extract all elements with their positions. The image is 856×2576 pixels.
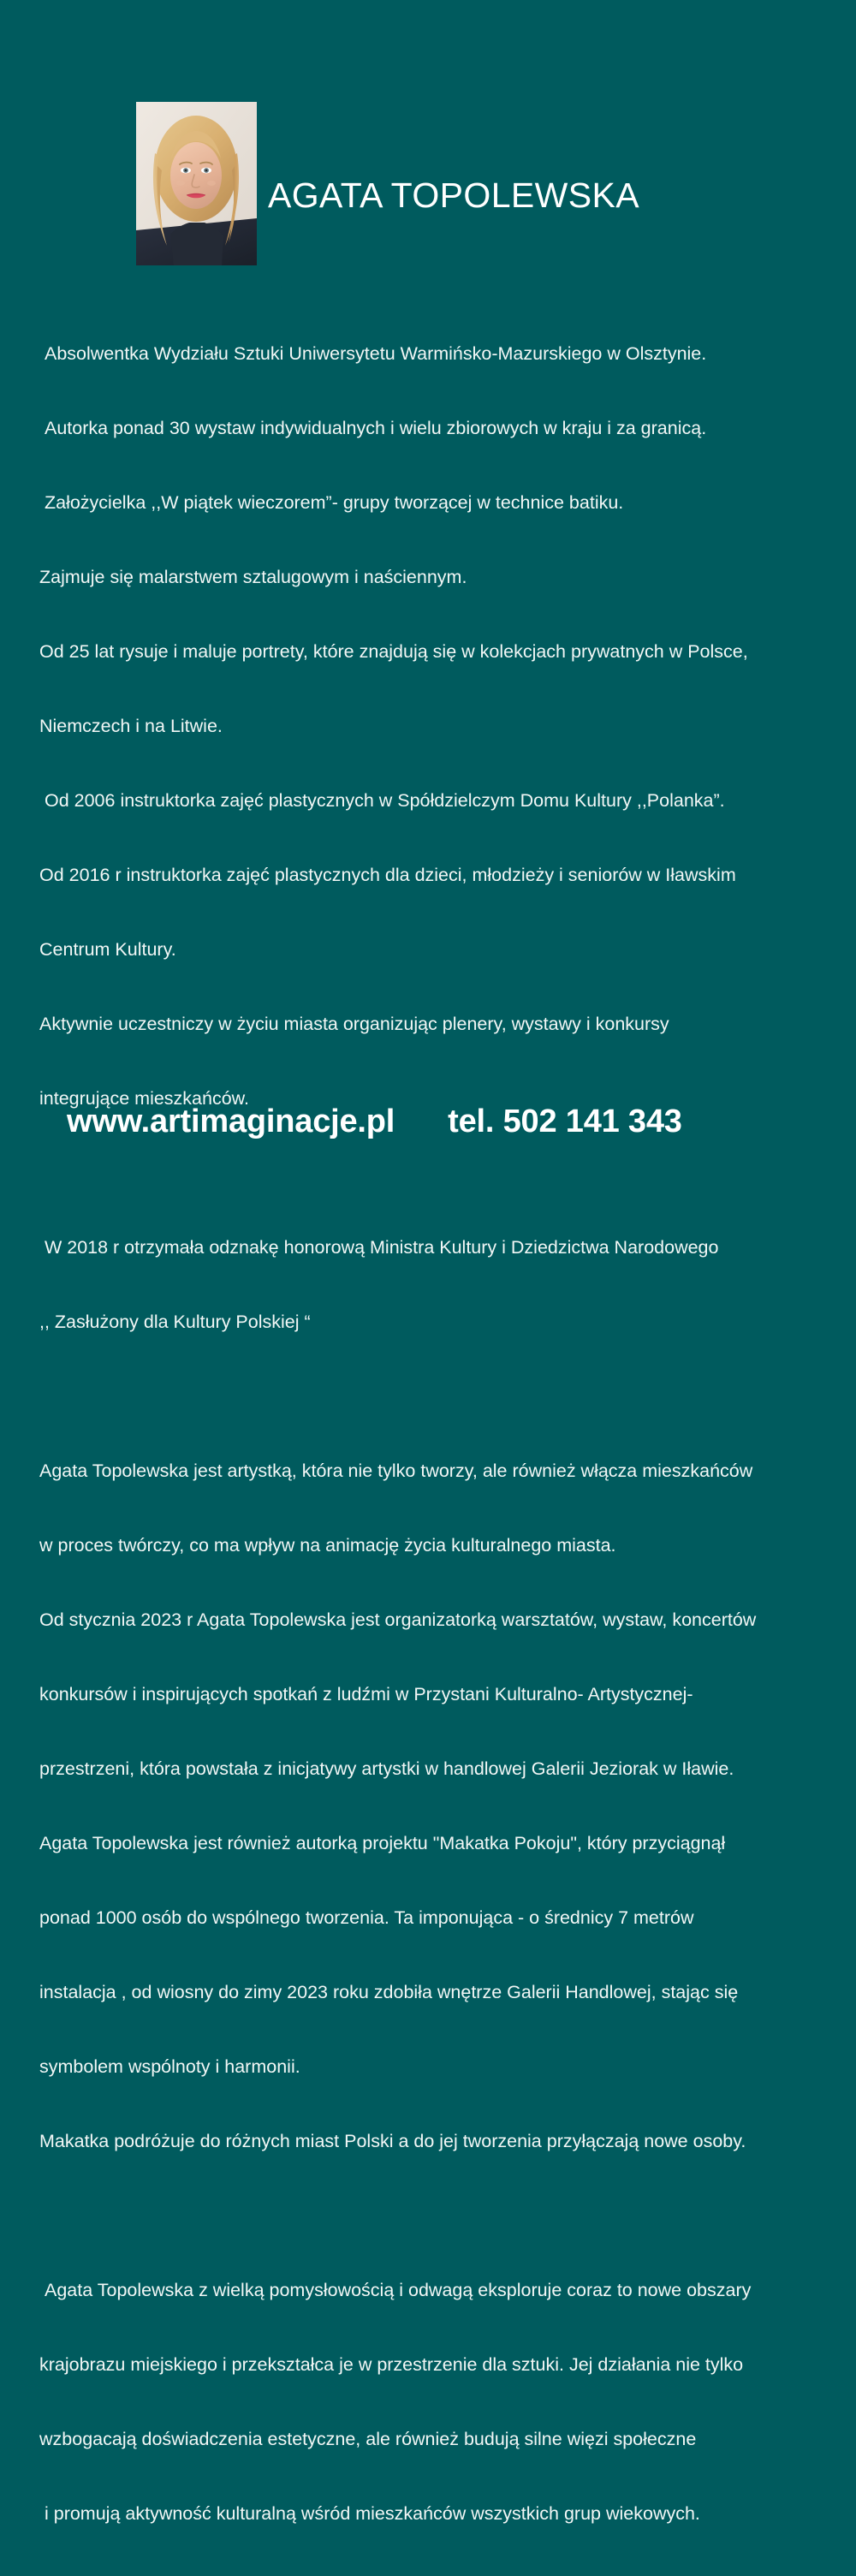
biography-body: [39, 292, 827, 2576]
text-line: Absolwentka Wydziału Sztuki Uniwersytetu Warmińsko-Mazurskiego w Olsztynie.: [39, 343, 707, 364]
page-title: AGATA TOPOLEWSKA: [268, 176, 639, 215]
text-line: ponad 1000 osób do wspólnego tworzenia. Ta imponująca - o średnicy 7 metrów: [39, 1907, 694, 1928]
text-line: Makatka podróżuje do różnych miast Polski a do jej tworzenia przyłączają nowe osoby.: [39, 2131, 746, 2151]
phone-number[interactable]: tel. 502 141 343: [448, 1104, 682, 1139]
footer-contact-row: [67, 1099, 682, 1144]
footer-section: [0, 1099, 856, 1151]
text-line: symbolem wspólnoty i harmonii.: [39, 2056, 300, 2077]
text-line: integrujące mieszkańców.: [39, 1088, 249, 1109]
text-line: Agata Topolewska jest również autorką projektu "Makatka Pokoju", który przyciągnął: [39, 1833, 726, 1853]
text-line: ,, Zasłużony dla Kultury Polskiej “: [39, 1312, 311, 1332]
text-line: krajobrazu miejskiego i przekształca je w przestrzenie dla sztuki. Jej działania nie tylko: [39, 2354, 744, 2375]
header-section: [0, 89, 856, 277]
text-line: Od 2016 r instruktorka zajęć plastycznych dla dzieci, młodzieży i seniorów w Iławskim: [39, 865, 736, 885]
text-line: Od stycznia 2023 r Agata Topolewska jest organizatorką warsztatów, wystaw, koncertów: [39, 1609, 757, 1630]
text-line: Założycielka ,,W piątek wieczorem”- grupy tworzącej w technice batiku.: [39, 492, 624, 513]
text-line: instalacja , od wiosny do zimy 2023 roku zdobiła wnętrze Galerii Handlowej, stając się: [39, 1982, 739, 2002]
text-line: Zajmuje się malarstwem sztalugowym i naściennym.: [39, 567, 467, 587]
text-line: przestrzeni, która powstała z inicjatywy artystki w handlowej Galerii Jeziorak w Iławie.: [39, 1758, 734, 1779]
text-line: Agata Topolewska jest artystką, która nie tylko tworzy, ale również włącza mieszkańców: [39, 1461, 753, 1481]
portrait-photo: [136, 102, 257, 265]
text-line: konkursów i inspirujących spotkań z ludźmi w Przystani Kulturalno- Artystycznej-: [39, 1684, 693, 1704]
text-line: wzbogacają doświadczenia estetyczne, ale również budują silne więzi społeczne: [39, 2429, 697, 2449]
paragraph-award: [39, 1186, 827, 1384]
text-line: Centrum Kultury.: [39, 939, 176, 960]
text-line: Od 25 lat rysuje i maluje portrety, które znajdują się w kolekcjach prywatnych w Polsce,: [39, 641, 748, 662]
website-link[interactable]: www.artimaginacje.pl: [67, 1104, 395, 1139]
text-line: i promują aktywność kulturalną wśród mieszkańców wszystkich grup wiekowych.: [39, 2503, 700, 2524]
text-line: w proces twórczy, co ma wpływ na animację życia kulturalnego miasta.: [39, 1535, 616, 1556]
text-line: W 2018 r otrzymała odznakę honorową Ministra Kultury i Dziedzictwa Narodowego: [39, 1237, 719, 1258]
paragraph-activity: [39, 1409, 827, 2204]
text-line: Autorka ponad 30 wystaw indywidualnych i wielu zbiorowych w kraju i za granicą.: [39, 418, 707, 438]
paragraph-summary: [39, 2228, 827, 2576]
text-line: Agata Topolewska z wielką pomysłowością i odwagą eksploruje coraz to nowe obszary: [39, 2280, 752, 2300]
text-line: Niemczech i na Litwie.: [39, 716, 223, 736]
text-line: Od 2006 instruktorka zajęć plastycznych w Spółdzielczym Domu Kultury ,,Polanka”.: [39, 790, 725, 811]
text-line: Aktywnie uczestniczy w życiu miasta organizując plenery, wystawy i konkursy: [39, 1014, 669, 1034]
paragraph-bio-credentials: [39, 292, 827, 1161]
